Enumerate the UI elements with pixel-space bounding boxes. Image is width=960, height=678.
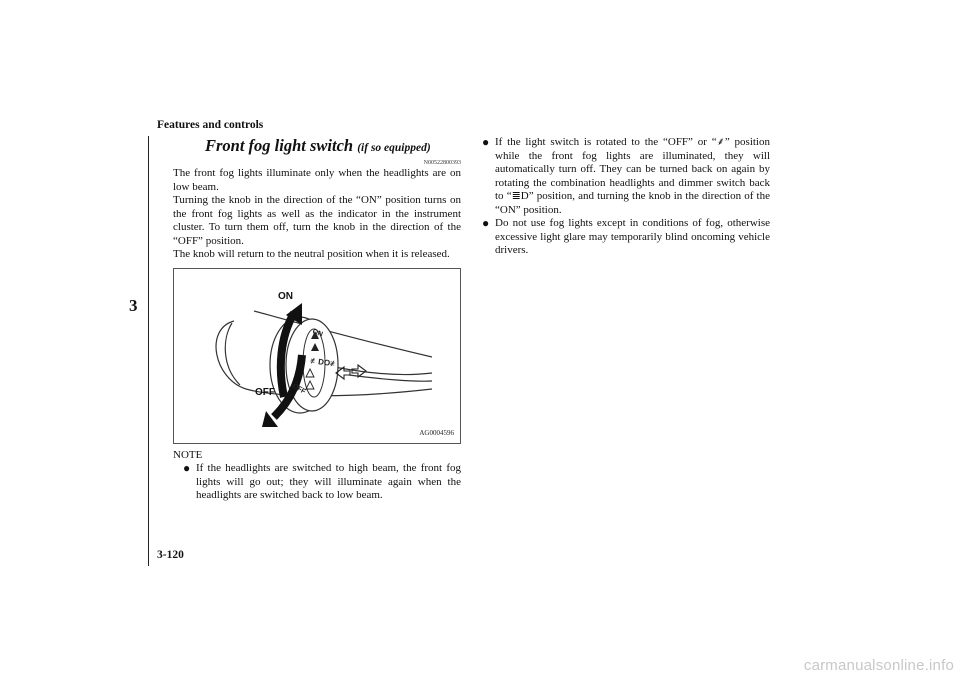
list-item: [482, 136, 770, 217]
on-label: ON: [278, 290, 293, 302]
knob-off-mark: OFF: [291, 382, 307, 396]
watermark: carmanualsonline.info: [803, 657, 954, 674]
section-title-text: Front fog light switch: [205, 136, 354, 155]
paragraph: Turning the knob in the direction of the “ON” position turns on the front fog lights as well as the indicator in the instrument cluster. To turn them off, turn the knob in the direction of the “OFF” position.: [173, 194, 461, 247]
list-item-text: If the light switch is rotated to the “OFF” or “⸙” position while the front fog lights are illuminated, they will automatically turn off. They can be turned back on again by rotating the combination headlights and dimmer switch back to “≣D” position, and turning the knob in the direction of the “ON” position.: [495, 136, 770, 216]
note-text: If the headlights are switched to high beam, the front fog lights will go out; they will illuminate again when the headlights are switched back to low beam.: [196, 462, 461, 501]
note-bullet: [183, 462, 461, 503]
page-number: 3-120: [157, 549, 184, 561]
note-label: NOTE: [173, 448, 203, 461]
section-title: [205, 136, 461, 158]
svg-text:≢DO≢: ≢DO≢: [309, 355, 339, 369]
off-label: OFF: [255, 386, 275, 398]
list-item-text: Do not use fog lights except in conditions of fog, otherwise excessive light glare may temporarily blind oncoming vehicle drivers.: [495, 217, 770, 256]
bullet-dot-icon: ●: [183, 461, 191, 475]
bullet-dot-icon: ●: [482, 135, 490, 149]
fog-switch-illustration: [173, 268, 461, 444]
chapter-tab-line: [148, 136, 149, 566]
figure-code: AG0004596: [419, 428, 454, 437]
chapter-number: 3: [129, 296, 138, 315]
running-header: Features and controls: [157, 119, 264, 131]
left-column: [173, 136, 461, 503]
bullet-dot-icon: ●: [482, 216, 490, 230]
switch-lever-drawing: [174, 269, 460, 443]
knob-on-mark: ON: [311, 327, 324, 338]
right-column: [482, 136, 770, 258]
paragraph: The knob will return to the neutral position when it is released.: [173, 248, 450, 260]
section-code: N00522800393: [423, 160, 461, 166]
list-item: [482, 217, 770, 258]
paragraph: The front fog lights illuminate only when the headlights are on low beam.: [173, 167, 461, 193]
section-title-qualifier: (if so equipped): [357, 142, 431, 154]
